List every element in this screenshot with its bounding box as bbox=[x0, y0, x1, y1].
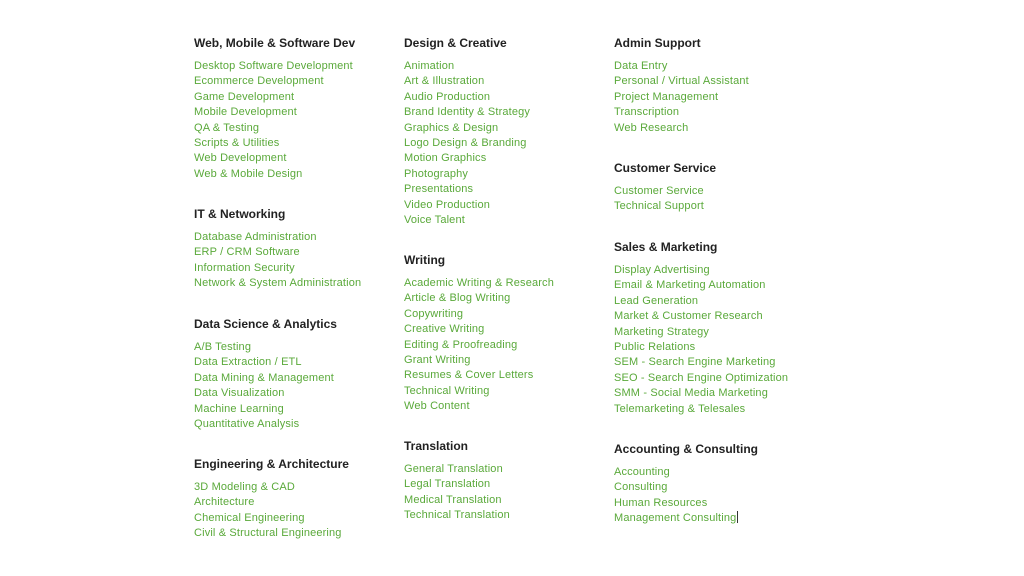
category-link[interactable]: Civil & Structural Engineering bbox=[194, 527, 342, 540]
category-link[interactable]: Database Administration bbox=[194, 231, 317, 243]
category-link[interactable]: Animation bbox=[404, 60, 455, 72]
category-link[interactable]: Photography bbox=[404, 167, 469, 180]
category-link[interactable]: Audio Production bbox=[404, 90, 491, 103]
category-link[interactable]: Architecture bbox=[194, 496, 255, 509]
category-list bbox=[194, 338, 399, 430]
category-section-admin-support bbox=[614, 35, 819, 134]
category-link[interactable]: Desktop Software Development bbox=[194, 60, 353, 72]
category-link[interactable]: SMM - Social Media Marketing bbox=[614, 387, 768, 400]
category-link[interactable]: Article & Blog Writing bbox=[404, 292, 511, 305]
category-link[interactable]: Network & System Administration bbox=[194, 277, 362, 290]
category-section-sales-marketing bbox=[614, 239, 819, 415]
category-link[interactable]: Medical Translation bbox=[404, 493, 502, 506]
category-list bbox=[614, 182, 819, 213]
category-section-web-mobile-software bbox=[194, 35, 399, 180]
category-link[interactable]: Data Entry bbox=[614, 60, 668, 72]
category-link[interactable]: Web Development bbox=[194, 152, 287, 165]
category-link[interactable]: General Translation bbox=[404, 463, 503, 475]
category-link[interactable]: Art & Illustration bbox=[404, 75, 485, 88]
category-list bbox=[194, 57, 399, 180]
category-link[interactable]: Voice Talent bbox=[404, 213, 465, 226]
category-link[interactable]: Accounting bbox=[614, 466, 670, 478]
category-link[interactable]: Display Advertising bbox=[614, 264, 710, 276]
category-list bbox=[614, 57, 819, 134]
category-section-customer-service bbox=[614, 160, 819, 213]
category-section-accounting-consulting bbox=[614, 441, 819, 525]
category-link[interactable]: SEM - Search Engine Marketing bbox=[614, 356, 776, 369]
category-section-translation bbox=[404, 438, 609, 522]
category-link[interactable]: Mobile Development bbox=[194, 106, 297, 119]
category-link[interactable]: Marketing Strategy bbox=[614, 325, 710, 338]
text-cursor bbox=[737, 511, 738, 523]
category-link[interactable]: Web & Mobile Design bbox=[194, 167, 303, 180]
category-link[interactable]: Graphics & Design bbox=[404, 121, 499, 134]
section-heading: Web, Mobile & Software Dev bbox=[194, 36, 356, 50]
category-link[interactable]: Presentations bbox=[404, 183, 474, 196]
category-link[interactable]: Information Security bbox=[194, 261, 295, 274]
category-link[interactable]: 3D Modeling & CAD bbox=[194, 481, 295, 493]
section-heading: Writing bbox=[404, 253, 446, 267]
section-heading: Sales & Marketing bbox=[614, 240, 718, 254]
category-link[interactable]: Ecommerce Development bbox=[194, 75, 324, 88]
category-link[interactable]: Resumes & Cover Letters bbox=[404, 369, 534, 382]
category-link[interactable]: Chemical Engineering bbox=[194, 511, 305, 524]
category-list bbox=[404, 57, 609, 226]
category-link[interactable]: Management Consulting bbox=[614, 512, 737, 525]
section-heading: Engineering & Architecture bbox=[194, 457, 349, 471]
category-link[interactable]: Lead Generation bbox=[614, 294, 699, 307]
category-link[interactable]: Consulting bbox=[614, 481, 668, 494]
category-link[interactable]: Telemarketing & Telesales bbox=[614, 402, 746, 415]
category-link[interactable]: Brand Identity & Strategy bbox=[404, 106, 531, 119]
category-link[interactable]: Grant Writing bbox=[404, 353, 471, 366]
category-link[interactable]: Market & Customer Research bbox=[614, 310, 763, 323]
category-section-engineering bbox=[194, 456, 399, 540]
category-section-data-science bbox=[194, 316, 399, 430]
section-heading: Admin Support bbox=[614, 36, 701, 50]
category-list bbox=[194, 228, 399, 290]
category-link[interactable]: Academic Writing & Research bbox=[404, 277, 554, 289]
category-list bbox=[194, 478, 399, 540]
category-list bbox=[404, 274, 609, 413]
category-link[interactable]: Motion Graphics bbox=[404, 152, 487, 165]
category-link[interactable]: Copywriting bbox=[404, 307, 464, 320]
category-link[interactable]: Personal / Virtual Assistant bbox=[614, 75, 749, 88]
category-link[interactable]: Project Management bbox=[614, 90, 719, 103]
category-link[interactable]: Web Content bbox=[404, 400, 470, 413]
category-link[interactable]: Legal Translation bbox=[404, 478, 491, 491]
category-list bbox=[614, 261, 819, 415]
category-link[interactable]: Transcription bbox=[614, 106, 680, 119]
category-link[interactable]: Email & Marketing Automation bbox=[614, 279, 766, 292]
category-link[interactable]: Data Visualization bbox=[194, 387, 285, 400]
category-link[interactable]: SEO - Search Engine Optimization bbox=[614, 371, 789, 384]
section-heading: IT & Networking bbox=[194, 207, 286, 221]
category-list bbox=[614, 463, 819, 525]
category-link[interactable]: Data Mining & Management bbox=[194, 371, 334, 384]
category-link[interactable]: Customer Service bbox=[614, 185, 704, 197]
category-link[interactable]: Human Resources bbox=[614, 496, 708, 509]
category-link[interactable]: Data Extraction / ETL bbox=[194, 356, 302, 369]
section-heading: Data Science & Analytics bbox=[194, 317, 337, 331]
section-heading: Customer Service bbox=[614, 161, 717, 175]
section-heading: Accounting & Consulting bbox=[614, 442, 758, 456]
category-section-writing bbox=[404, 252, 609, 413]
category-link[interactable]: Logo Design & Branding bbox=[404, 136, 527, 149]
category-link[interactable]: Technical Support bbox=[614, 200, 704, 213]
category-link[interactable]: Game Development bbox=[194, 90, 295, 103]
category-list bbox=[404, 460, 609, 522]
section-heading: Translation bbox=[404, 439, 469, 453]
category-link[interactable]: Machine Learning bbox=[194, 402, 284, 415]
category-link[interactable]: A/B Testing bbox=[194, 341, 252, 353]
section-heading: Design & Creative bbox=[404, 36, 507, 50]
category-link[interactable]: Technical Writing bbox=[404, 384, 490, 397]
category-link[interactable]: Quantitative Analysis bbox=[194, 417, 300, 430]
category-link[interactable]: Public Relations bbox=[614, 340, 696, 353]
category-link[interactable]: Creative Writing bbox=[404, 323, 485, 336]
category-link[interactable]: Editing & Proofreading bbox=[404, 338, 518, 351]
category-link[interactable]: Scripts & Utilities bbox=[194, 136, 280, 149]
category-link[interactable]: Video Production bbox=[404, 198, 490, 211]
category-link[interactable]: QA & Testing bbox=[194, 121, 260, 134]
category-link[interactable]: Web Research bbox=[614, 121, 689, 134]
category-section-it-networking bbox=[194, 206, 399, 290]
category-section-design-creative bbox=[404, 35, 609, 226]
category-link[interactable]: ERP / CRM Software bbox=[194, 246, 300, 259]
category-link[interactable]: Technical Translation bbox=[404, 509, 510, 522]
